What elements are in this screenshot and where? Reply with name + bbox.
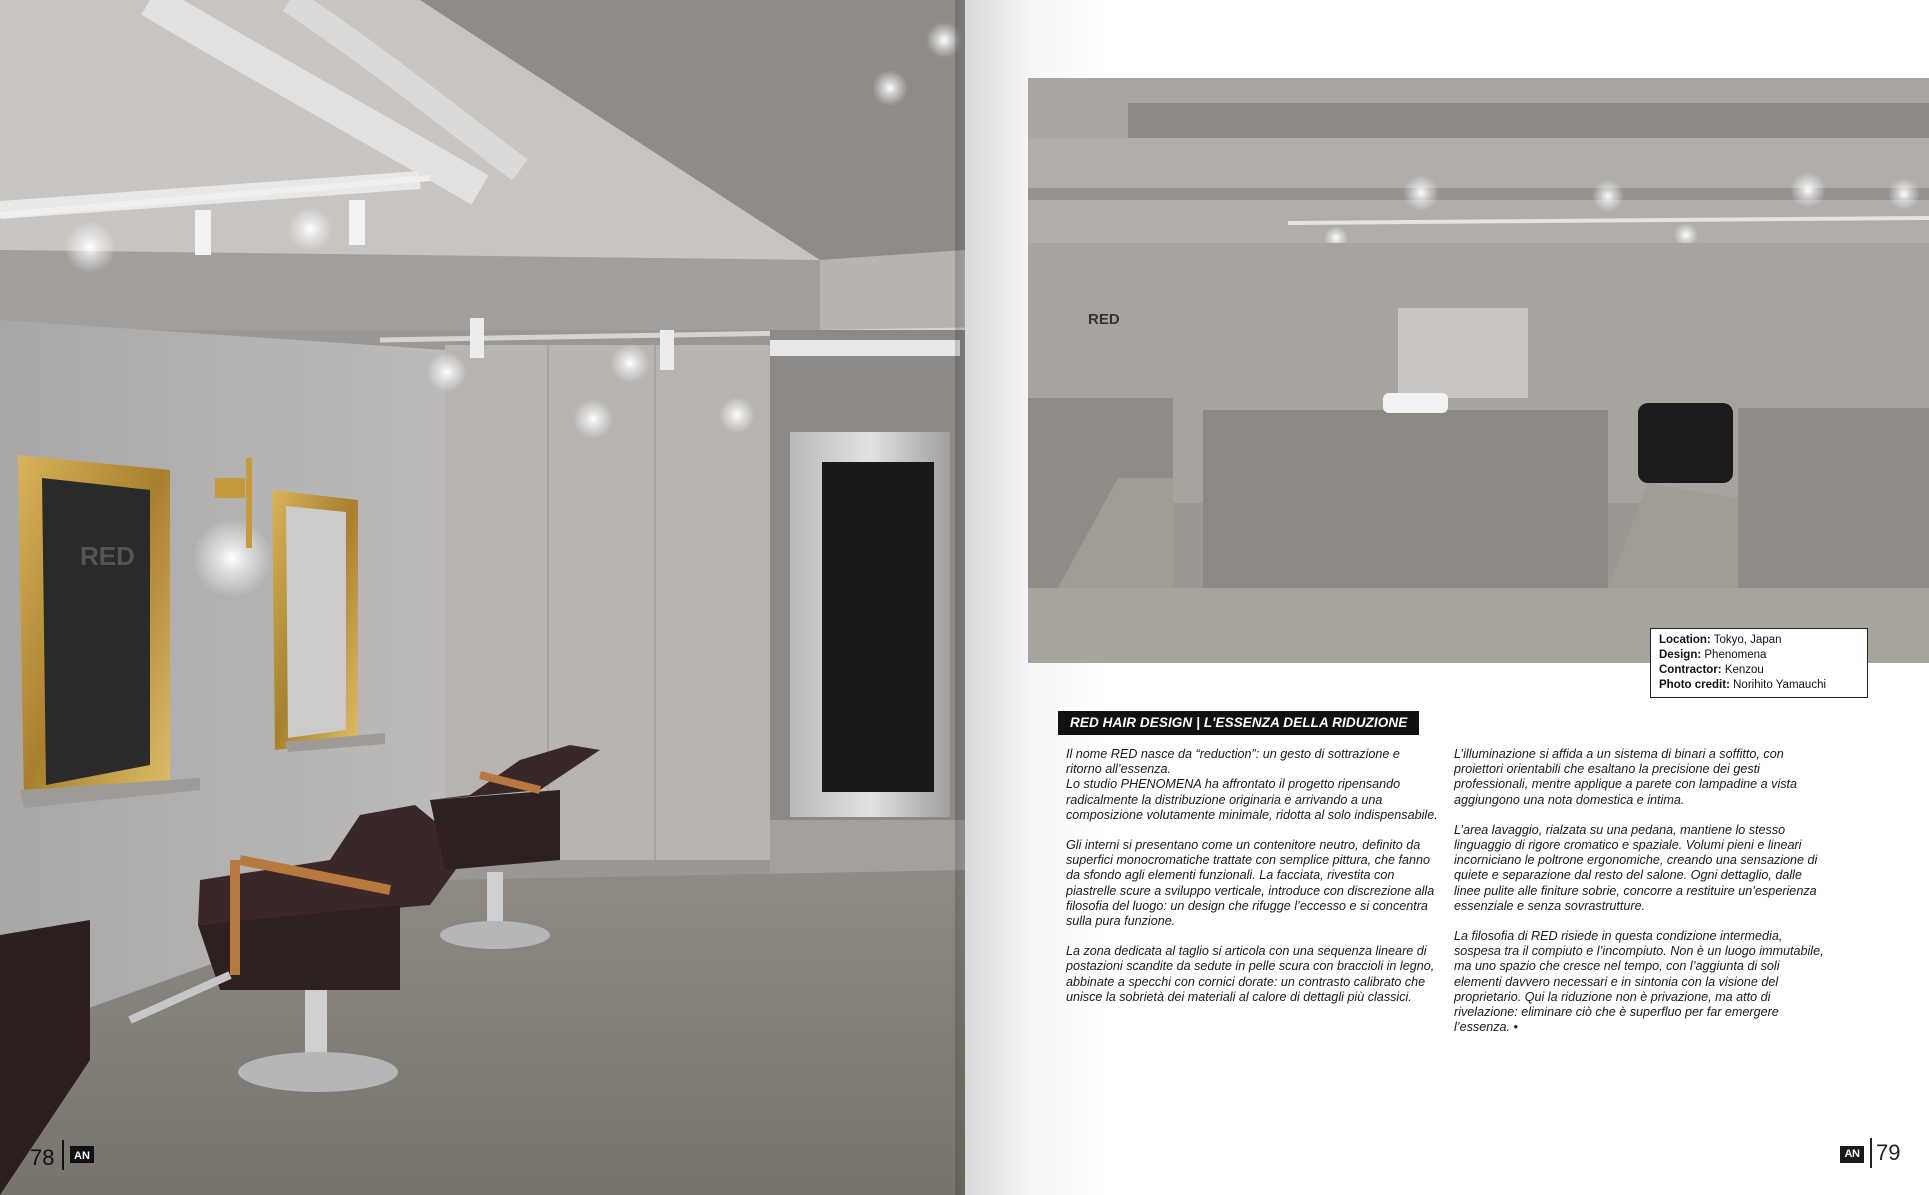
paragraph: L’area lavaggio, rialzata su una pedana, mantiene lo stesso linguaggio di rigore cromatico e spaziale. Volumi pieni e lineari incorniciano le poltrone ergonomiche, creando una sensazione di quiete e separazione dal resto del salone. Ogni dettaglio, dalle linee pulite alle finiture sobrie, concorre a restituire un’esperienza essenziale e senza sovrastrutture. — [1454, 822, 1818, 913]
article-column-2 — [1454, 747, 1826, 1050]
paragraph: L’illuminazione si affida a un sistema di binari a soffitto, con proiettori orientabili che esaltano la precisione dei gesti professionali, mentre applique a parete con lampadine a vista aggiungono una nota domestica e intima. — [1454, 747, 1798, 807]
right-page-logo: AN — [1840, 1146, 1864, 1163]
credit-location-value: Tokyo, Japan — [1713, 634, 1782, 646]
right-photo-red-sign: RED — [1088, 311, 1120, 328]
washing-area-photo — [1028, 78, 1929, 663]
left-page-logo: AN — [74, 1150, 90, 1162]
article-column-1 — [1066, 747, 1438, 1020]
credits-box — [1650, 628, 1868, 698]
credit-location — [1659, 633, 1859, 648]
page-number-rule — [1870, 1138, 1872, 1168]
paragraph: La zona dedicata al taglio si articola con una sequenza lineare di postazioni scandite da sedute in pelle scura con braccioli in legno, abbinate a specchi con cornici dorate: un contrasto calibrato che unisce la sobrietà dei materiali al calore di dettagli più classici. — [1066, 944, 1435, 1004]
paragraph: Gli interni si presentano come un contenitore neutro, definito da superfici monocromatiche trattate con semplice pittura, che fanno da sfondo agli elementi funzionali. La facciata, rivestita con piastrelle scure a sviluppo verticale, introduce con discrezione alla filosofia del luogo: un design che rifugge l’eccesso e si concentra sulla pura funzione. — [1066, 838, 1435, 929]
credit-contractor-value: Kenzou — [1724, 664, 1764, 676]
credit-contractor-label: Contractor: — [1659, 664, 1722, 676]
right-page-photo — [1028, 78, 1929, 663]
article-headline: RED HAIR DESIGN | L'ESSENZA DELLA RIDUZIONE — [1058, 711, 1419, 735]
credit-photo — [1659, 678, 1859, 693]
credit-location-label: Location: — [1659, 634, 1711, 646]
right-page-number: 79 — [1876, 1140, 1901, 1165]
credit-design-label: Design: — [1659, 649, 1702, 661]
paragraph: Il nome RED nasce da “reduction”: un gesto di sottrazione e ritorno all’essenza. Lo studio PHENOMENA ha affrontato il progetto ripensando radicalmente la distribuzione originaria e arrivando a una composizione volutamente minimale, ridotta al solo indispensabile. — [1066, 747, 1438, 822]
paragraph: La filosofia di RED risiede in questa condizione intermedia, sospesa tra il compiuto e l’incompiuto. Non è un luogo immutabile, ma uno spazio che cresce nel tempo, con l’aggiunta di soli elementi davvero necessari e in sintonia con la visione del proprietario. Qui la riduzione non è privazione, ma atto di rivelazione: eliminare ciò che è superfluo per far emergere l’essenza. • — [1454, 929, 1824, 1035]
credit-design — [1659, 648, 1859, 663]
credit-photo-value: Norihito Yamauchi — [1733, 679, 1827, 691]
left-page-number: 78 — [30, 1145, 55, 1170]
credit-photo-label: Photo credit: — [1659, 679, 1730, 691]
left-photo-red-sign: RED — [80, 541, 135, 571]
credit-contractor — [1659, 663, 1859, 678]
credit-design-value: Phenomena — [1704, 649, 1767, 661]
